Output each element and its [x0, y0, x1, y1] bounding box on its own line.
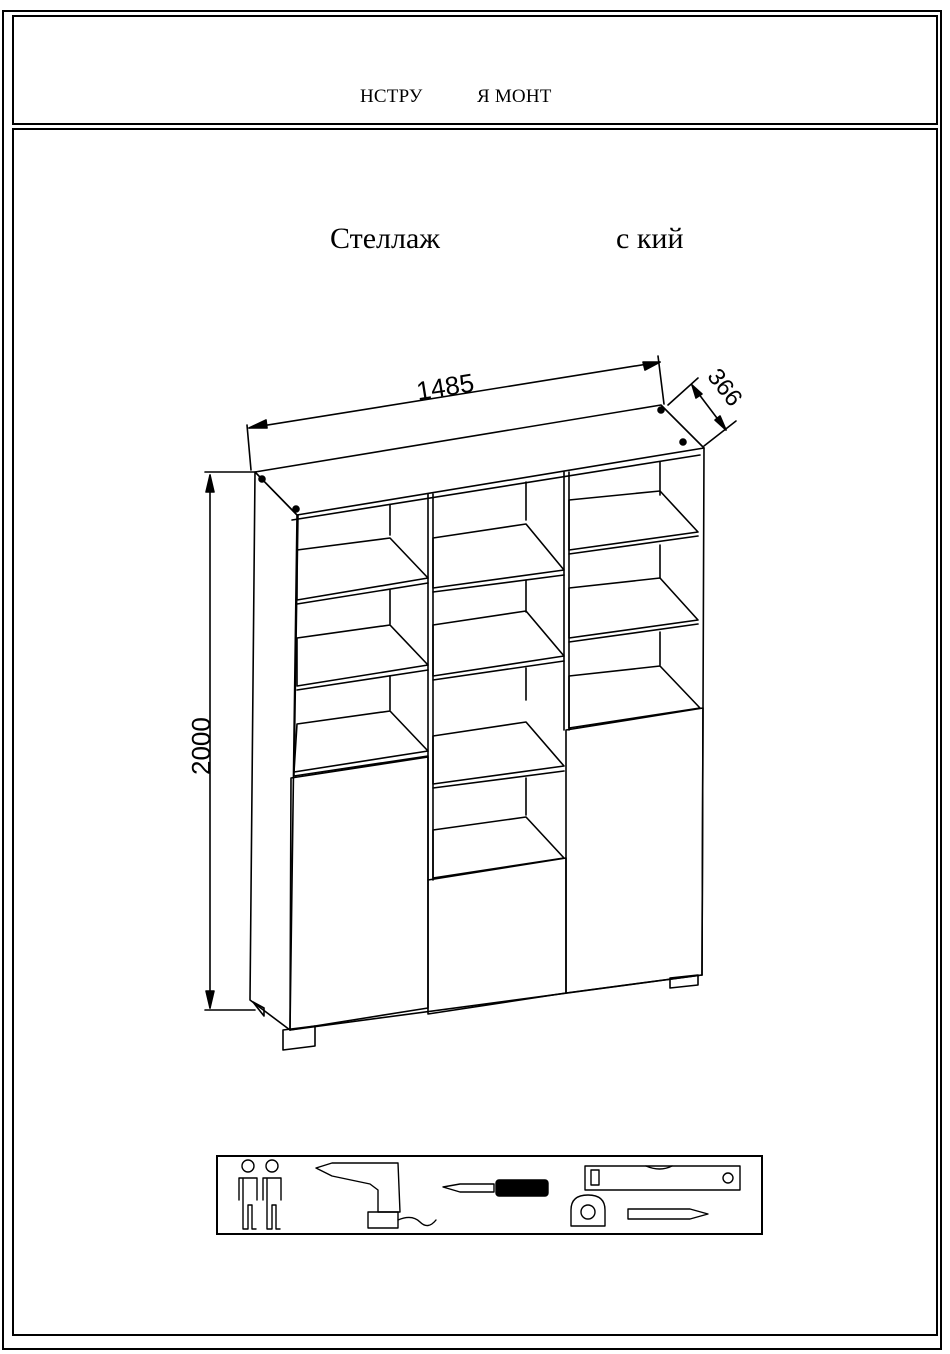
height-dimension — [186, 472, 255, 1010]
middle-door — [428, 858, 566, 1014]
left-door — [290, 757, 428, 1030]
bookcase-doors — [290, 708, 703, 1030]
shelves-middle-column — [433, 524, 564, 878]
depth-dimension — [668, 364, 748, 446]
right-door — [566, 708, 703, 993]
width-dimension — [247, 356, 664, 470]
shelves-left-column — [294, 538, 428, 776]
tools-box — [216, 1155, 763, 1235]
shelves-right-column — [569, 491, 700, 728]
product-title-part2: с кий — [616, 222, 684, 255]
header-title-part1: НСТРУ — [360, 86, 423, 107]
header-title-part2: Я МОНТ — [477, 86, 552, 107]
depth-label: 366 — [701, 363, 748, 412]
product-title-part1: Стеллаж — [330, 222, 441, 255]
height-label: 2000 — [186, 717, 216, 775]
bookcase-feet — [253, 975, 698, 1050]
width-label: 1485 — [414, 367, 477, 407]
